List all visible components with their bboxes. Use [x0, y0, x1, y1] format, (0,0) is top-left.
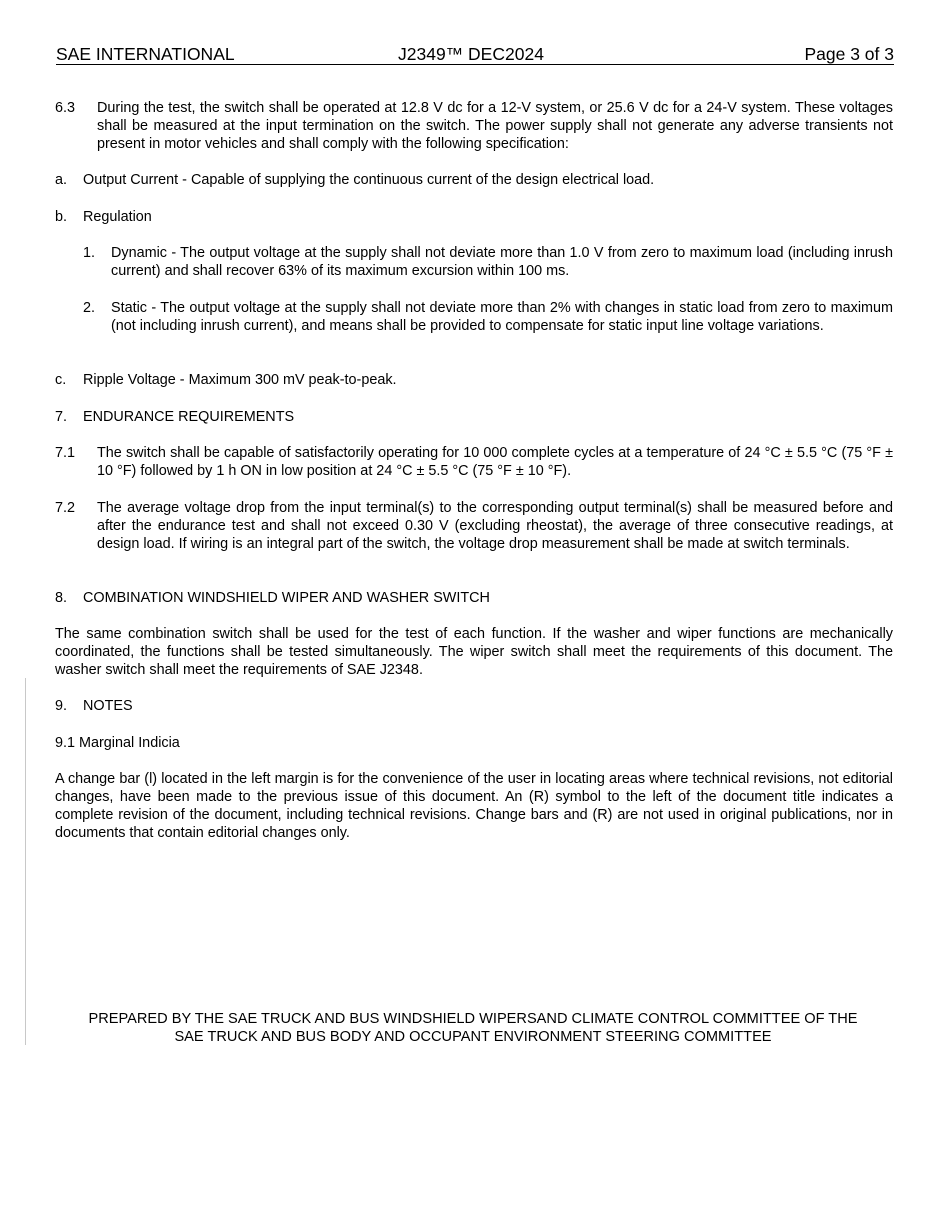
header-doc-id: J2349™ DEC2024: [398, 44, 544, 64]
section-9-heading: [55, 697, 893, 715]
item-text: Ripple Voltage - Maximum 300 mV peak-to-peak.: [83, 372, 397, 388]
section-heading: NOTES: [83, 698, 133, 714]
item-label: a.: [55, 172, 68, 188]
section-number: 8.: [55, 590, 68, 606]
section-text: The same combination switch shall be used for the test of each function. If the washer and wiper functions are mechanically coordinated, the functions shall be tested simultaneously. The wiper switch shall meet the requirements of this document. The washer switch shall meet the requirements of SAE J2348.: [55, 626, 893, 678]
section-heading: ENDURANCE REQUIREMENTS: [83, 409, 295, 425]
section-number: 7.2: [55, 500, 76, 516]
section-8-body: [55, 625, 893, 679]
section-text: The average voltage drop from the input terminal(s) to the corresponding output terminal(s) shall be measured before and after the endurance test and shall not exceed 0.30 V (excluding rheostat), the average of three consecutive readings, at design load. If wiring is an integral part of the switch, the voltage drop measurement shall be made at switch terminals.: [97, 500, 893, 552]
section-7-2: [55, 499, 893, 553]
header-page-number: Page 3 of 3: [804, 44, 894, 64]
section-number: 6.3: [55, 100, 76, 116]
section-7-1: [55, 444, 893, 480]
item-b: [55, 208, 893, 226]
section-7-heading: [55, 408, 893, 426]
item-label: 1.: [83, 245, 96, 261]
footer-line-2: SAE TRUCK AND BUS BODY AND OCCUPANT ENVIRONMENT STEERING COMMITTEE: [174, 1029, 772, 1045]
item-label: b.: [55, 209, 68, 225]
section-text: The switch shall be capable of satisfactorily operating for 10 000 complete cycles at a temperature of 24 °C ± 5.5 °C (75 °F ± 10 °F) followed by 1 h ON in low position at 24 °C ± 5.5 °C (75 °F ± 10 °F).: [97, 445, 893, 479]
change-bar: [25, 678, 26, 1045]
section-9-1-heading: [55, 734, 893, 752]
section-9-1-body: [55, 770, 893, 842]
page-header: [56, 44, 894, 65]
section-number: 7.1: [55, 445, 76, 461]
section-heading: COMBINATION WINDSHIELD WIPER AND WASHER SWITCH: [83, 590, 490, 606]
footer-line-1: PREPARED BY THE SAE TRUCK AND BUS WINDSHIELD WIPERSAND CLIMATE CONTROL COMMITTEE OF THE: [88, 1011, 858, 1027]
item-label: 2.: [83, 300, 96, 316]
section-8-heading: [55, 589, 893, 607]
section-text: A change bar (l) located in the left margin is for the convenience of the user in locating areas where technical revisions, not editorial changes, have been made to the previous issue of this document. An (R) symbol to the left of the document title indicates a complete revision of the document, including technical revisions. Change bars and (R) are not used in original publications, nor in documents that contain editorial changes only.: [55, 771, 893, 841]
item-label: c.: [55, 372, 67, 388]
committee-footer: [40, 1010, 906, 1046]
item-text: Dynamic - The output voltage at the supply shall not deviate more than 1.0 V from zero to maximum load (including inrush current) and shall recover 63% of its maximum excursion within 100 ms.: [111, 245, 893, 279]
item-b-2: [55, 299, 893, 335]
item-text: Output Current - Capable of supplying the continuous current of the design electrical load.: [83, 172, 655, 188]
item-c: [55, 371, 893, 389]
section-text: During the test, the switch shall be operated at 12.8 V dc for a 12-V system, or 25.6 V dc for a 24-V system. These voltages shall be measured at the input termination on the switch. The power supply shall not generate any adverse transients not present in motor vehicles and shall comply with the following specification:: [97, 100, 893, 152]
section-number: 7.: [55, 409, 68, 425]
item-b-1: [55, 244, 893, 280]
item-text: Static - The output voltage at the supply shall not deviate more than 2% with changes in static load from zero to maximum (not including inrush current), and means shall be provided to compensate for static input line voltage variations.: [111, 300, 893, 334]
section-number: 9.: [55, 698, 68, 714]
section-6-3: [55, 99, 893, 153]
item-a: [55, 171, 893, 189]
item-text: Regulation: [83, 209, 152, 225]
header-org: SAE INTERNATIONAL: [56, 44, 235, 64]
section-heading: 9.1 Marginal Indicia: [55, 735, 180, 751]
